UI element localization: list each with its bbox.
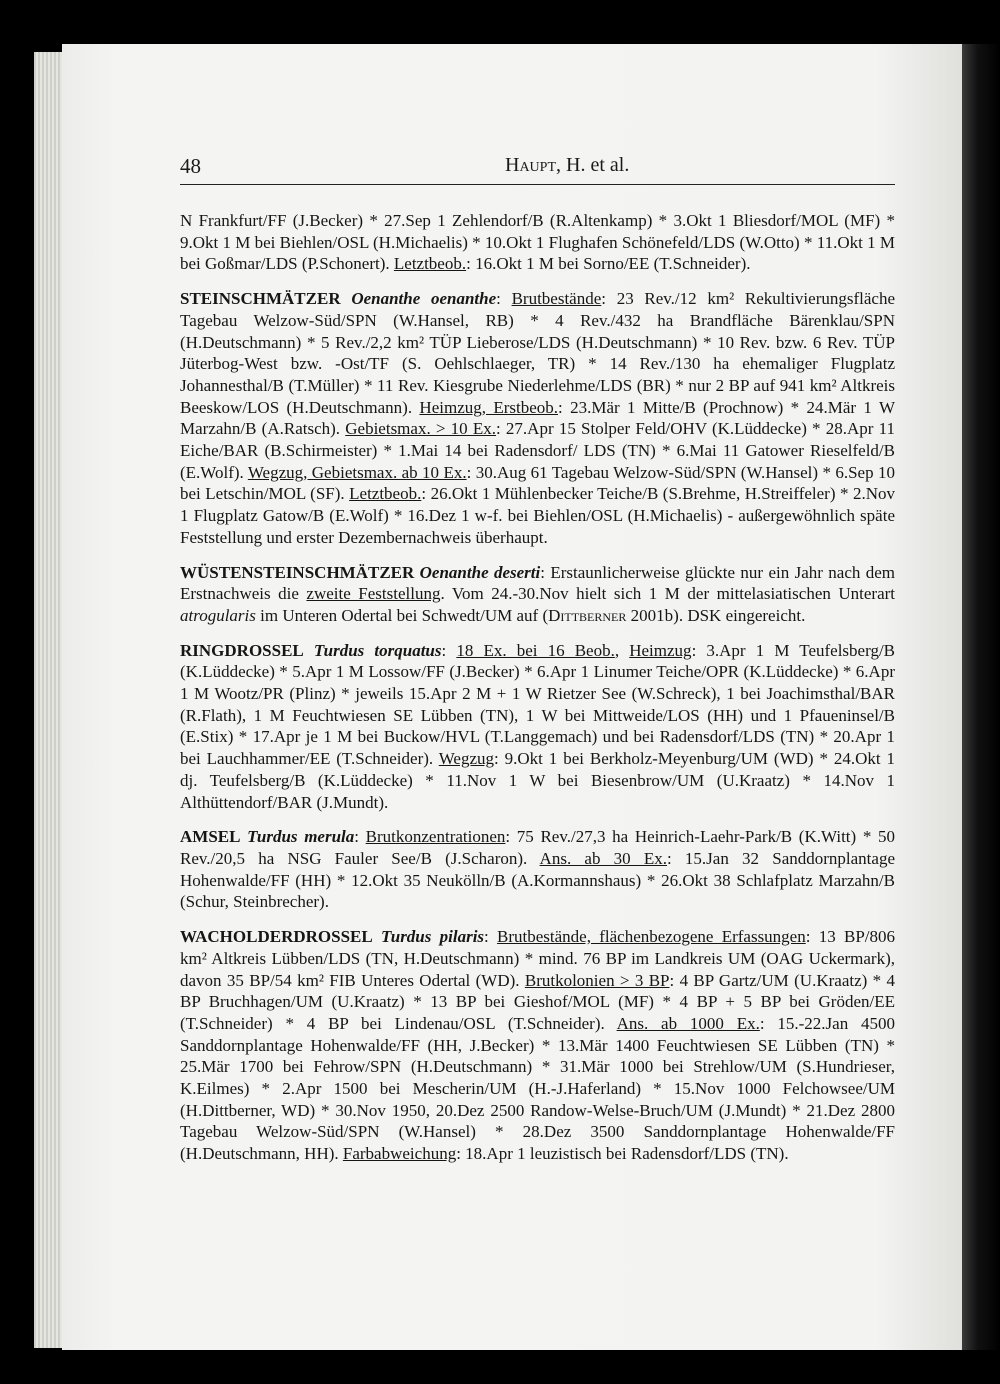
underlined-term: Ans. ab 30 Ex. [539, 848, 667, 868]
latin-name: Turdus pilaris [380, 927, 485, 947]
text-run: im Unteren Odertal bei Schwedt/UM auf ( [255, 605, 549, 625]
species-name: WACHOLDERDROSSEL [180, 927, 373, 947]
text-run: : 9.Okt 1 bei Berkholz-Meyenburg/UM (WD) * 24.Okt 1 dj. Teufelsberg/B (K.Lüddecke) * 11.Nov 1 W bei Biesenbrow/UM (U.Kraatz) * 14.Nov 1 Althüttendorf/BAR (J.Mundt). [180, 749, 896, 812]
running-head [505, 154, 629, 177]
article-body [180, 210, 895, 1178]
underlined-term: Wegzug [438, 749, 495, 769]
underlined-term: Brutkolonien > 3 BP [524, 970, 670, 990]
underlined-term: Wegzug, Gebietsmax. ab 10 Ex. [247, 462, 467, 482]
text-run: : 15.-22.Jan 4500 Sanddornplantage Hohenwalde/FF (HH, J.Becker) * 13.Mär 1400 Feuchtwiesen SE Lübben (TN) * 25.Mär 1700 bei Fehrow/SPN (H.Deutschmann) * 31.Mär 1000 bei Strehlow/UM (S.Hundrieser, K.Eilmes) * 2.Apr 1500 bei Mescherin/UM (H.-J.Haferland) * 15.Nov 1000 Felchowsee/UM (H.Dittberner, WD) * 30.Nov 1950, 20.Dez 2500 Randow-Welse-Bruch/UM (J.Mundt) * 21.Dez 2800 Tagebau Welzow-Süd/SPN (W.Hansel) * 28.Dez 3500 Sanddornplantage Hohenwalde/FF (H.Deutschmann, HH). [180, 1013, 895, 1164]
underlined-term: Heimzug [629, 640, 692, 660]
text-run: : [484, 927, 498, 947]
species-name: WÜSTENSTEINSCHMÄTZER [180, 562, 415, 582]
text-run: 2001b). DSK eingereicht. [626, 605, 806, 625]
paragraph-wuestensteinschmaetzer [180, 562, 895, 627]
text-run: : 4 BP Gartz/UM (U.Kraatz) * 4 BP Bruchhagen/UM (U.Kraatz) * 13 BP bei Gieshof/MOL (MF) * 4 BP + 5 BP bei Gröden/EE (T.Schneider) * 4 BP bei Lindenau/OSL (T.Schneider). [180, 970, 895, 1033]
latin-name: Oenanthe oenanthe [351, 289, 497, 309]
latin-name: Oenanthe deserti [419, 562, 541, 582]
text-run: : [441, 640, 457, 660]
text-run: : 30.Aug 61 Tagebau Welzow-Süd/SPN (W.Hansel) * 6.Sep 10 bei Letschin/MOL (SF). [180, 462, 895, 504]
text-run: : 75 Rev./27,3 ha Heinrich-Laehr-Park/B (K.Witt) * 50 Rev./20,5 ha NSG Fauler See/B (J.Scharon). [180, 827, 895, 868]
paragraph-steinschmaetzer [180, 288, 895, 548]
underlined-term: Brutbestände, flächenbezogene Erfassungen [497, 927, 806, 947]
underlined-term: Gebietsmax. > 10 Ex. [345, 419, 497, 439]
species-name: AMSEL [180, 827, 241, 847]
underlined-term: 18 Ex. bei 16 Beob. [456, 640, 615, 660]
citation-author: Dittberner [548, 605, 627, 625]
species-name: STEINSCHMÄTZER [180, 289, 341, 309]
text-run: : [354, 827, 366, 847]
text-run: : Erstaunlicherweise glückte nur ein Jahr nach dem Erstnachweis die [180, 562, 895, 604]
underlined-term: Brutbestände [511, 289, 602, 309]
text-run: : 27.Apr 15 Stolper Feld/OHV (K.Lüddecke) * 28.Apr 11 Eiche/BAR (B.Schirmeister) * 1.Mai 14 bei Radensdorf/ LDS (TN) * 6.Mai 11 Gatower Rieselfeld/B (E.Wolf). [180, 419, 896, 482]
text-run: : 3.Apr 1 M Teufelsberg/B (K.Lüddecke) * 5.Apr 1 M Lossow/FF (J.Becker) * 6.Apr 1 Linumer Teiche/OPR (K.Lüddecke) * 6.Apr 1 M Wootz/PR (Plinz) * jeweils 15.Apr 2 M + 1 W Rietzer See (W.Schreck), 1 bei Joachimsthal/BAR (R.Flath), 1 M Feuchtwiesen SE Lübben (TN), 1 W bei Mittweide/LOS (HH) und 1 Pfaueninsel/B (E.Stix) * 17.Apr je 1 M bei Buckow/HVL (T.Langgemach) und bei Radensdorf/LDS (TN) * 20.Apr 1 bei Lauchhammer/EE (T.Schneider). [180, 640, 896, 769]
running-head-rest: , H. et al. [556, 154, 630, 176]
page-number: 48 [180, 154, 201, 178]
text-run: : 26.Okt 1 Mühlenbecker Teiche/B (S.Brehme, H.Streiffeler) * 2.Nov 1 Flugplatz Gatow/B (E.Wolf) * 16.Dez 1 w-f. bei Biehlen/OSL (H.Michaelis) - außergewöhnlich späte Feststellung und erster Dezembernachweis überhaupt. [180, 484, 895, 547]
paragraph-continuation [180, 210, 895, 275]
text-run: N Frankfurt/FF (J.Becker) * 27.Sep 1 Zehlendorf/B (R.Altenkamp) * 3.Okt 1 Bliesdorf/MOL (MF) * 9.Okt 1 M bei Biehlen/OSL (H.Michaelis) * 10.Okt 1 Flughafen Schönefeld/LDS (W.Otto) * 11.Okt 1 M bei Goßmar/LDS (P.Schonert). [180, 211, 895, 274]
text-run: . Vom 24.-30.Nov hielt sich 1 M der mittelasiatischen Unterart [440, 584, 896, 604]
text-run: : 23 Rev./12 km² Rekultivierungsfläche Tagebau Welzow-Süd/SPN (W.Hansel, RB) * 4 Rev./432 ha Brandfläche Bärenklau/SPN (H.Deutschmann) * 5 Rev./2,2 km² TÜP Lieberose/LDS (H.Deutschmann) * 10 Rev. bzw. 6 Rev. TÜP Jüterbog-West bzw. -Ost/TF (S. Oehlschlaeger, TR) * 14 Rev./130 ha ehemaliger Flugplatz Johannesthal/B (T.Müller) * 11 Rev. Kiesgrube Niederlehme/LDS (BR) * nur 2 BP auf 941 km² Altkreis Beeskow/LOS (H.Deutschmann). [180, 289, 895, 417]
paragraph-wacholderdrossel [180, 926, 895, 1165]
text-run: : 23.Mär 1 Mitte/B (Prochnow) * 24.Mär 1 W Marzahn/B (A.Ratsch). [180, 397, 895, 439]
text-run: : 16.Okt 1 M bei Sorno/EE (T.Schneider). [466, 254, 751, 274]
latin-name: Turdus merula [247, 827, 355, 847]
text-run: : 13 BP/806 km² Altkreis Lübben/LDS (TN, H.Deutschmann) * mind. 76 BP im Landkreis UM (OAG Uckermark), davon 35 BP/54 km² FIB Unteres Odertal (WD). [180, 927, 895, 990]
text-run: : 15.Jan 32 Sanddornplantage Hohenwalde/FF (HH) * 12.Okt 35 Neukölln/B (A.Kormannshaus) * 26.Okt 38 Schlafplatz Marzahn/B (Schur, Steinbrecher). [180, 848, 895, 912]
text-run: : 18.Apr 1 leuzistisch bei Radensdorf/LDS (TN). [456, 1144, 789, 1164]
underlined-term: Heimzug, Erstbeob. [419, 397, 559, 417]
page-header [180, 150, 895, 185]
book-spine-edge [962, 44, 1000, 1350]
underlined-term: Letztbeob. [393, 254, 467, 274]
latin-subspecies: atrogularis [180, 605, 256, 625]
paragraph-amsel [180, 826, 895, 913]
text-run: : [496, 289, 512, 309]
underlined-term: Ans. ab 1000 Ex. [616, 1013, 760, 1033]
text-run: , [614, 640, 630, 660]
book-page-stack [34, 52, 64, 1348]
underlined-term: Brutkonzentrationen [365, 827, 506, 847]
underlined-term: Letztbeob. [349, 484, 422, 504]
latin-name: Turdus torquatus [313, 640, 442, 660]
underlined-term: zweite Feststellung [306, 584, 441, 604]
paragraph-ringdrossel [180, 640, 895, 814]
underlined-term: Farbabweichung [342, 1144, 457, 1164]
species-name: RINGDROSSEL [180, 640, 304, 660]
running-head-author: Haupt [505, 154, 557, 176]
